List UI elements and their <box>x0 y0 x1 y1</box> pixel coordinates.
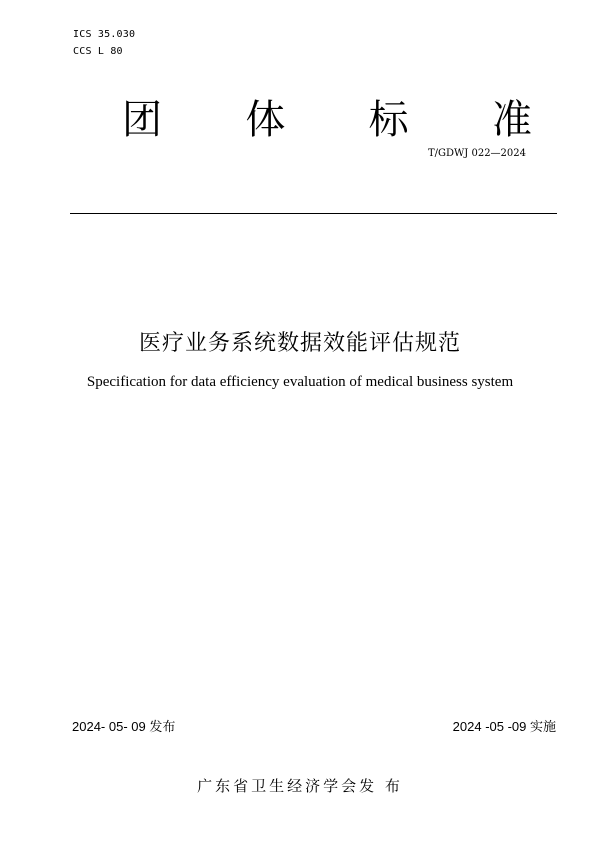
header-divider <box>70 213 557 214</box>
publisher: 广东省卫生经济学会发 布 <box>197 777 403 795</box>
standard-type-char: 体 <box>245 97 286 143</box>
standard-type-heading <box>122 96 532 144</box>
implementation-date: 2024 -05 -09 实施 <box>452 719 556 734</box>
standard-type-char: 团 <box>122 97 162 143</box>
ics-code: ICS 35.030 <box>73 29 136 40</box>
standard-number: T/GDWJ 022—2024 <box>427 148 526 159</box>
standard-type-char: 标 <box>368 97 409 143</box>
standard-type-char: 准 <box>491 97 532 143</box>
document-title-chinese: 医疗业务系统数据效能评估规范 <box>138 331 461 356</box>
issue-date: 2024- 05- 09 发布 <box>72 719 176 734</box>
document-title-english: Specification for data efficiency evaluation of medical business system <box>86 374 514 390</box>
ccs-code: CCS L 80 <box>73 46 123 57</box>
